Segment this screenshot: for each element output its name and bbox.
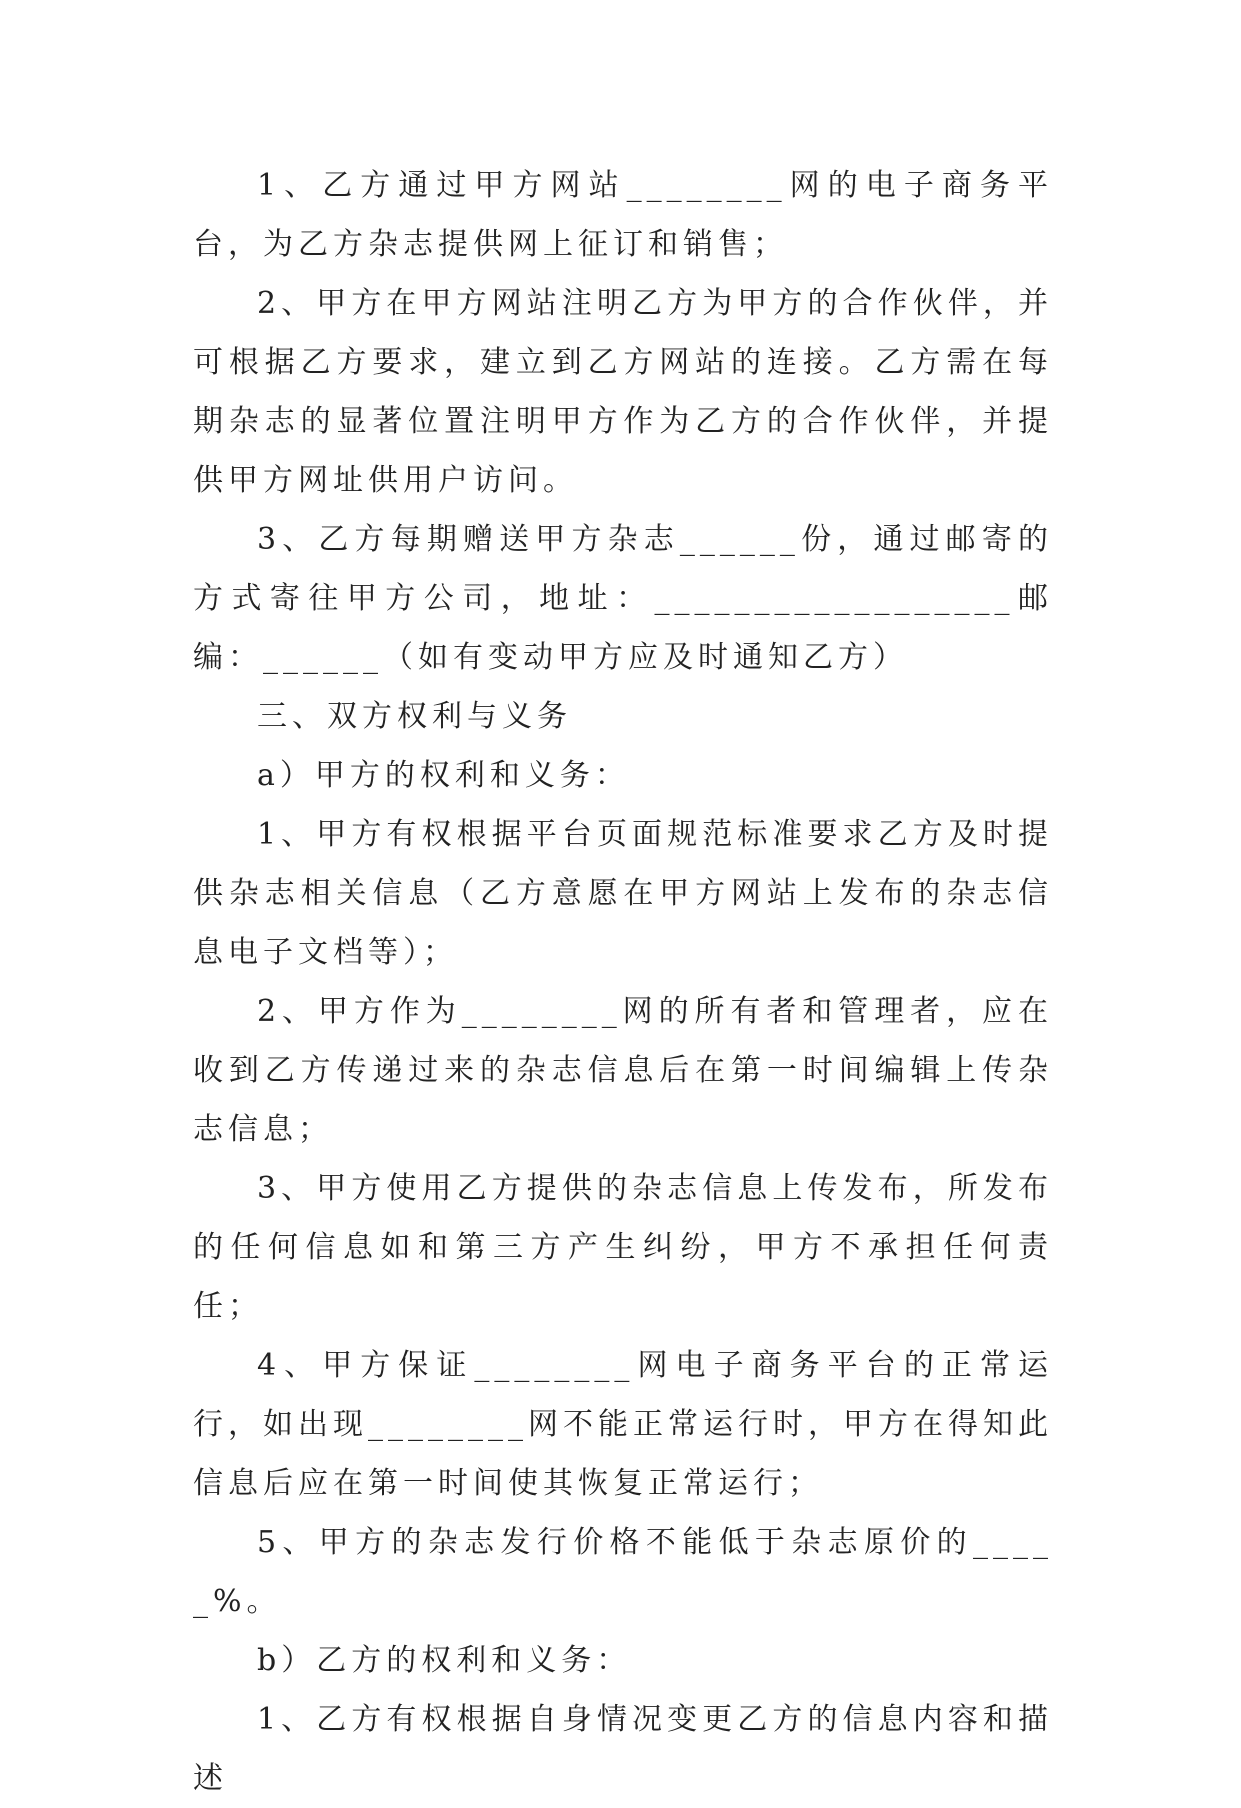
subheading-party-a: a）甲方的权利和义务： <box>257 758 630 793</box>
clause-3-free-copies: 3、乙方每期赠送甲方杂志______份，通过邮寄的方式寄往甲方公司，地址：__________________邮编：______（如有变动甲方应及时通知乙方） <box>193 522 1053 675</box>
party-b-clause-1: 1、乙方有权根据自身情况变更乙方的信息内容和描述 <box>193 1702 1053 1796</box>
party-a-clause-2: 2、甲方作为________网的所有者和管理者，应在收到乙方传递过来的杂志信息后在第一时间编辑上传杂志信息； <box>193 994 1053 1147</box>
document-body <box>193 156 1053 1808</box>
party-a-clause-4: 4、甲方保证________网电子商务平台的正常运行，如出现________网不能正常运行时，甲方在得知此信息后应在第一时间使其恢复正常运行； <box>193 1348 1053 1501</box>
subheading-party-b: b）乙方的权利和义务： <box>257 1643 632 1678</box>
party-a-clause-5: 5、甲方的杂志发行价格不能低于杂志原价的_____%。 <box>193 1525 1053 1619</box>
party-a-clause-1: 1、甲方有权根据平台页面规范标准要求乙方及时提供杂志相关信息（乙方意愿在甲方网站上发布的杂志信息电子文档等）； <box>193 817 1053 970</box>
clause-1-online-sales: 1、乙方通过甲方网站________网的电子商务平台，为乙方杂志提供网上征订和销售； <box>193 168 1053 262</box>
section-heading-rights-obligations: 三、双方权利与义务 <box>257 699 572 734</box>
clause-2-partner-link: 2、甲方在甲方网站注明乙方为甲方的合作伙伴，并可根据乙方要求，建立到乙方网站的连接。乙方需在每期杂志的显著位置注明甲方作为乙方的合作伙伴，并提供甲方网址供用户访问。 <box>193 286 1053 498</box>
party-a-clause-3: 3、甲方使用乙方提供的杂志信息上传发布，所发布的任何信息如和第三方产生纠纷，甲方不承担任何责任； <box>193 1171 1053 1324</box>
